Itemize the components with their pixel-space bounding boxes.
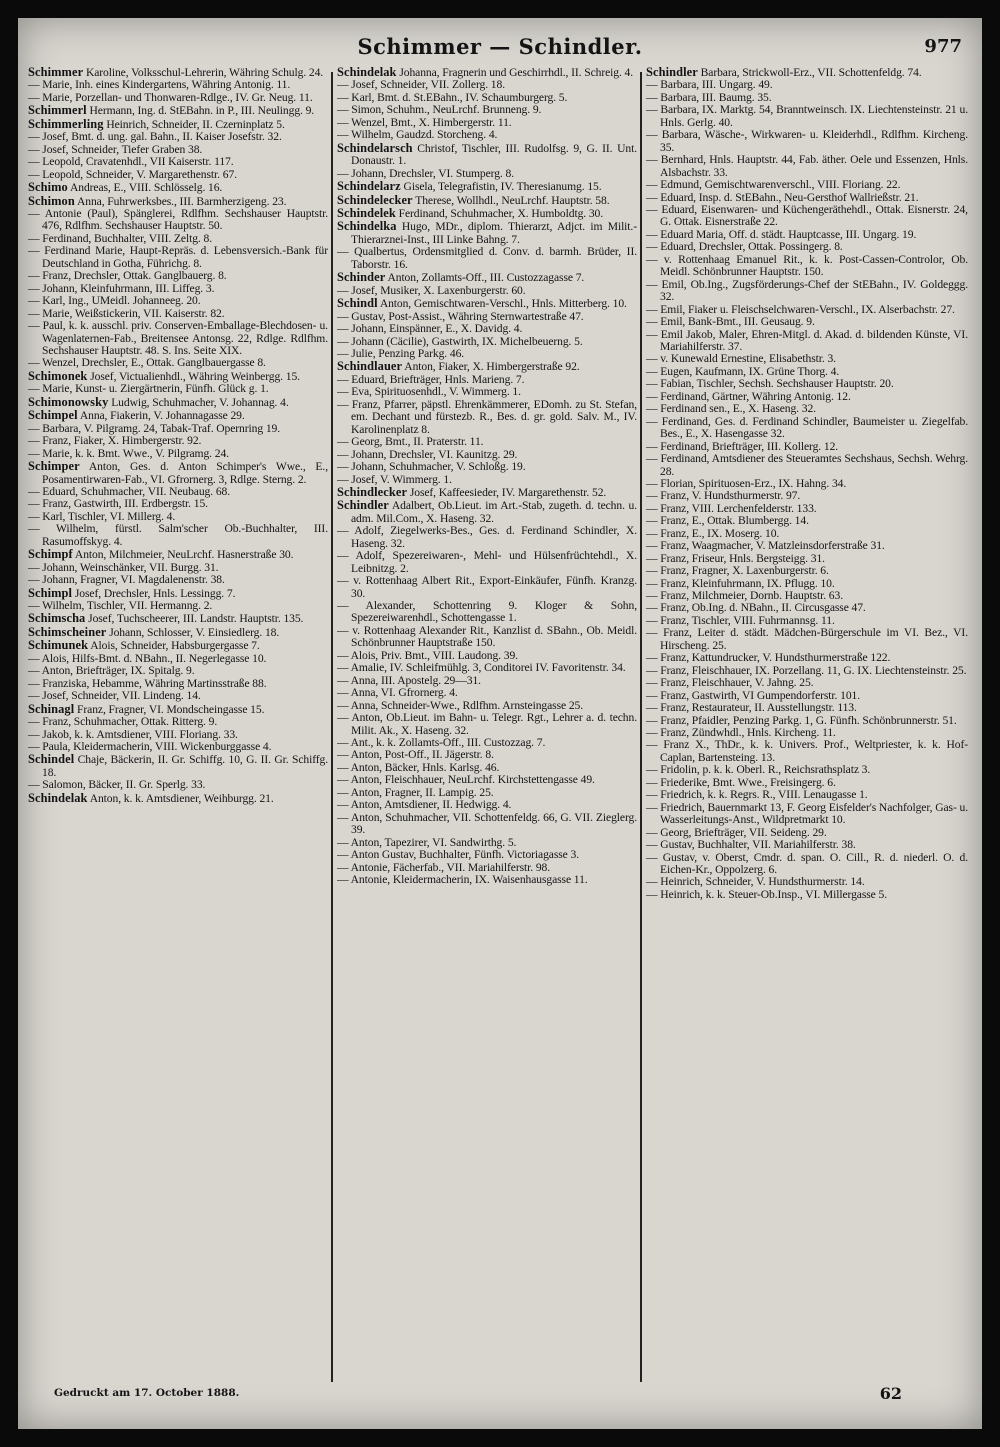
directory-entry [337, 285, 637, 297]
sheet-number: 62 [879, 1384, 902, 1403]
entry-text: Christof, Tischler, III. Rudolfsg. 9, G. II. Unt. Donaustr. 1. [351, 141, 637, 168]
page-header [18, 32, 982, 68]
entry-text: — Heinrich, Schneider, V. Hundsthurmerstr. 14. [646, 875, 865, 889]
entry-text: — Anton, Post-Off., II. Jägerstr. 8. [337, 748, 494, 762]
entry-text: — Karl, Tischler, VI. Millerg. 4. [28, 509, 176, 523]
entry-surname: Schindelak [337, 66, 397, 79]
entry-surname: Schindler [337, 498, 389, 513]
entry-surname: Schindlauer [337, 359, 403, 374]
entry-text: — Leopold, Cravatenhdl., VII Kaiserstr. 117. [28, 155, 234, 169]
entry-text: — Franz, Fleischhauer, V. Jahng. 25. [646, 676, 814, 690]
entry-text: Heinrich, Schneider, II. Czerninplatz 5. [103, 117, 285, 131]
entry-text: — Heinrich, k. k. Steuer-Ob.Insp., VI. Millergasse 5. [646, 887, 888, 901]
entry-text: Anton, Ges. d. Anton Schimper's Wwe., E., Posamentirwaren-Fab., VI. Gfrornerg. 3, Rdlge. Sterng. 2. [42, 460, 328, 486]
entry-text: — Franz, E., IX. Moserg. 10. [646, 526, 780, 540]
entry-text: Anna, Fuhrwerksbes., III. Barmherzigeng. 23. [74, 194, 287, 208]
entry-text: — Franz, Milchmeier, Dornb. Hauptstr. 63. [646, 589, 844, 603]
directory-entry [646, 416, 968, 441]
directory-entry [28, 703, 328, 716]
entry-text: — Eduard, Drechsler, Ottak. Possingerg. 8. [646, 240, 843, 254]
entry-text: — Antonie, Fächerfab., VII. Mariahilferstr. 98. [337, 860, 551, 874]
entry-text: — Franz, Tischler, VIII. Fuhrmannsg. 11. [646, 613, 835, 627]
column-divider [640, 72, 642, 1382]
entry-text: — Johann, Drechsler, VI. Kaunitzg. 29. [337, 447, 518, 461]
entry-text: — Emil, Fiaker u. Fleischselchwaren-Verschl., IX. Alserbachstr. 27. [646, 302, 955, 316]
directory-entry [337, 246, 637, 271]
entry-text: — Anton Gustav, Buchhalter, Fünfh. Victoriagasse 3. [337, 848, 580, 862]
entry-text: — Anton, Schuhmacher, VII. Schottenfeldg. 66, G. VII. Zieglerg. 39. [337, 810, 637, 837]
entry-text: — Karl, Ing., UMeidl. Johanneeg. 20. [28, 294, 201, 308]
entry-text: — Josef, Bmt. d. ung. gal. Bahn., II. Kaiser Josefstr. 32. [28, 130, 282, 144]
entry-text: — Marie, Inh. eines Kindergartens, Währing Antonig. 11. [28, 78, 291, 92]
entry-text: — Eugen, Kaufmann, IX. Grüne Thorg. 4. [646, 364, 840, 378]
entry-surname: Schimunek [28, 638, 89, 653]
entry-text: Anna, Fiakerin, V. Johannagasse 29. [77, 409, 245, 423]
directory-entry [337, 399, 637, 436]
directory-entry [337, 550, 637, 575]
entry-text: Alois, Schneider, Habsburgergasse 7. [88, 639, 260, 653]
entry-text: — v. Kunewald Ernestine, Elisabethstr. 3. [646, 352, 836, 366]
entry-text: Barbara, Strickwoll-Erz., VII. Schottenfeldg. 74. [697, 66, 922, 79]
directory-entry [646, 204, 968, 229]
entry-text: — Franz, Drechsler, Ottak. Ganglbauerg. 8. [28, 269, 227, 283]
entry-text: Josef, Tuchscheerer, III. Landstr. Hauptstr. 135. [85, 612, 304, 626]
entry-surname: Schimon [28, 193, 75, 208]
entry-surname: Schindelak [28, 790, 88, 805]
entry-text: — Franz, V. Hundsthurmerstr. 97. [646, 489, 801, 503]
entry-text: — Franz, E., Ottak. Blumbergg. 14. [646, 514, 809, 528]
entry-text: Ludwig, Schuhmacher, V. Johannag. 4. [108, 395, 289, 409]
directory-entry [646, 453, 968, 478]
entry-text: — Emil, Ob.Ing., Zugsförderungs-Chef der StEBahn., IV. Goldeggg. 32. [646, 277, 968, 304]
entry-text: — Adolf, Spezereiwaren-, Mehl- und Hülsenfrüchtehdl., X. Leibnitzg. 2. [337, 549, 637, 575]
entry-surname: Schimo [28, 180, 68, 195]
entry-surname: Schimpl [28, 585, 73, 600]
directory-entry [28, 104, 328, 117]
directory-entry [28, 320, 328, 357]
entry-surname: Schindelka [337, 219, 397, 234]
entry-text: — Franz, Waagmacher, V. Matzleinsdorferstraße 31. [646, 539, 885, 553]
entry-text: — Josef, V. Wimmerg. 1. [337, 472, 452, 486]
directory-entry [28, 612, 328, 625]
entry-surname: Schimpel [28, 408, 78, 423]
directory-entry [337, 180, 637, 193]
entry-surname: Schimmerl [28, 103, 87, 118]
entry-text: — Wenzel, Bmt., X. Himbergerstr. 11. [337, 115, 512, 129]
entry-text: — Wilhelm, Gaudzd. Storcheng. 4. [337, 128, 498, 142]
directory-entry [28, 587, 328, 600]
entry-text: — Wilhelm, fürstl. Salm'scher Ob.-Buchhalter, III. Rasumoffskyg. 4. [28, 522, 328, 548]
entry-text: — Ferdinand, Amtsdiener des Steueramtes Sechshaus, Sechsh. Wehrg. 28. [646, 452, 968, 478]
entry-surname: Schimonowsky [28, 394, 109, 409]
directory-entry [337, 220, 637, 246]
directory-entry [28, 460, 328, 486]
entry-text: — Anton, Tapezirer, VI. Sandwirthg. 5. [337, 835, 517, 849]
entry-text: Adalbert, Ob.Lieut. im Art.-Stab, zugeth. d. techn. u. adm. Mil.Com., X. Haseng. 32. [351, 499, 637, 525]
entry-text: — v. Rottenhaag Albert Rit., Export-Einkäufer, Fünfh. Kranzg. 30. [337, 574, 637, 600]
entry-surname: Schimscha [28, 611, 86, 626]
entry-text: — Franz X., ThDr., k. k. Univers. Prof., Weltpriester, k. k. Hof-Caplan, Bartensteing. 13. [646, 738, 968, 764]
entry-text: — Florian, Spirituosen-Erz., IX. Hahng. 34. [646, 476, 847, 490]
entry-text: — Anna, III. Apostelg. 29—31. [337, 673, 481, 687]
entry-text: — Gustav, Buchhalter, VII. Mariahilferstr. 38. [646, 838, 856, 852]
entry-surname: Schimonek [28, 368, 88, 383]
columns [26, 66, 974, 1388]
entry-text: — Edmund, Gemischtwarenverschl., VIII. Floriang. 22. [646, 178, 901, 192]
entry-text: Hermann, Ing. d. StEBahn. in P., III. Neulingg. 9. [86, 104, 315, 118]
entry-text: — Anton, Bäcker, Hnls. Karlsg. 46. [337, 760, 500, 774]
directory-entry [28, 626, 328, 639]
entry-text: — Anton, Fleischhauer, NeuLrchf. Kirchstettengasse 49. [337, 773, 595, 787]
entry-text: — Alois, Priv. Bmt., VIII. Laudong. 39. [337, 648, 518, 662]
entry-text: — Amalie, IV. Schleifmühlg. 3, Conditorei IV. Favoritenstr. 34. [337, 661, 626, 675]
entry-text: Josef, Victualienhdl., Währing Weinbergg. 15. [87, 369, 300, 383]
entry-text: — Franz, Restaurateur, II. Ausstellungstr. 113. [646, 701, 857, 715]
directory-entry [646, 627, 968, 652]
entry-text: — Marie, Kunst- u. Ziergärtnerin, Fünfh. Glück g. 1. [28, 382, 269, 396]
directory-entry [337, 360, 637, 373]
entry-text: — Eduard Maria, Off. d. städt. Hauptcasse, III. Ungarg. 19. [646, 227, 917, 241]
directory-entry [28, 245, 328, 270]
entry-text: — Franz, VIII. Lerchenfelderstr. 133. [646, 501, 817, 515]
entry-text: — Salomon, Bäcker, II. Gr. Sperlg. 33. [28, 778, 206, 792]
entry-surname: Schindlecker [337, 484, 408, 499]
entry-text: — Barbara, Wäsche-, Wirkwaren- u. Kleiderhdl., Rdlfhm. Kircheng. 35. [646, 128, 968, 154]
directory-entry [646, 104, 968, 129]
entry-text: — Franz, Gastwirth, III. Erdbergstr. 15. [28, 497, 208, 511]
entry-surname: Schindelarsch [337, 140, 413, 155]
directory-entry [28, 792, 328, 805]
directory-entry [337, 142, 637, 168]
entry-text: Josef, Drechsler, Hnls. Lessingg. 7. [72, 586, 236, 600]
entry-text: — Johann, Schuhmacher, V. Schloßg. 19. [337, 460, 526, 474]
entry-text: — Franz, Fragner, X. Laxenburgerstr. 6. [646, 564, 829, 578]
directory-entry [337, 712, 637, 737]
entry-text: — Gustav, v. Oberst, Cmdr. d. span. O. Cill., R. d. niederl. O. d. Eichen-Kr., Oppolzerg. 6. [646, 850, 968, 876]
directory-entry [337, 486, 637, 499]
entry-surname: Schindel [28, 752, 75, 767]
entry-text: — Emil Jakob, Maler, Ehren-Mitgl. d. Akad. d. bildenden Künste, VI. Mariahilferstr. 37. [646, 327, 968, 353]
entry-text: — Barbara, III. Baumg. 35. [646, 90, 772, 104]
entry-text: — Anton, Briefträger, IX. Spitalg. 9. [28, 664, 195, 678]
entry-text: — Johann, Kleinfuhrmann, III. Liffeg. 3. [28, 281, 215, 295]
entry-text: Chaje, Bäckerin, II. Gr. Schiffg. 10, G. II. Gr. Schiffg. 18. [42, 753, 328, 779]
entry-text: — Johann, Weinschänker, VII. Burgg. 31. [28, 560, 219, 574]
entry-text: — Franz, Schuhmacher, Ottak. Ritterg. 9. [28, 715, 218, 729]
entry-text: — Georg, Bmt., II. Praterstr. 11. [337, 435, 484, 449]
directory-entry [28, 753, 328, 779]
entry-text: — Johann, Drechsler, VI. Stumperg. 8. [337, 166, 515, 180]
entry-text: — Marie, Weißstickerin, VII. Kaiserstr. 82. [28, 306, 225, 320]
directory-entry [646, 739, 968, 764]
entry-text: Anton, Milchmeier, NeuLrchf. Hasnerstraße 30. [72, 548, 294, 562]
entry-text: — Friedrich, k. k. Regrs. R., VIII. Lenaugasse 1. [646, 788, 868, 802]
directory-entry [28, 639, 328, 652]
directory-entry [646, 802, 968, 827]
entry-text: — Friederike, Bmt. Wwe., Freisingerg. 6. [646, 775, 836, 789]
directory-entry [646, 852, 968, 877]
entry-text: Andreas, E., VIII. Schlösselg. 16. [67, 181, 223, 195]
directory-entry [337, 575, 637, 600]
directory-entry [646, 889, 968, 901]
column-3 [646, 66, 968, 1388]
directory-entry [28, 169, 328, 181]
directory-entry [337, 812, 637, 837]
directory-entry [337, 194, 637, 207]
directory-entry [646, 279, 968, 304]
entry-text: — Franziska, Hebamme, Währing Martinsstraße 88. [28, 676, 267, 690]
entry-text: Therese, Wollhdl., NeuLrchf. Hauptstr. 58. [412, 193, 610, 207]
entry-text: — Ferdinand sen., E., X. Haseng. 32. [646, 402, 816, 416]
directory-page [18, 18, 982, 1429]
entry-text: Johann, Schlosser, V. Einsiedlerg. 18. [106, 625, 280, 639]
directory-entry [337, 271, 637, 284]
entry-surname: Schimscheiner [28, 624, 107, 639]
column-1 [28, 66, 328, 1388]
entry-text: Anton, Zollamts-Off., III. Custozzagasse 7. [385, 271, 585, 285]
entry-text: — Franz, Gastwirth, VI Gumpendorferstr. 101. [646, 688, 861, 702]
entry-text: — v. Rottenhaag Emanuel Rit., k. k. Post-Cassen-Controlor, Ob. Meidl. Schönbrunner Hauptstr. 150. [646, 252, 968, 279]
entry-text: — Friedrich, Bauernmarkt 13, F. Georg Eisfelder's Nachfolger, Gas- u. Wasserleitungs-Anst., Wildpretmarkt 10. [646, 800, 968, 827]
entry-text: — Paul, k. k. ausschl. priv. Conserven-Emballage-Blechdosen- u. Wagenlaternen-Fab., Breitensee Antonsg. 22, Rdlge. Rdlfhm. Sechshauser Hauptstr. 48. S. Ins. Seite XIX. [28, 319, 328, 357]
entry-surname: Schindler [646, 66, 698, 79]
entry-text: — Paula, Kleidermacherin, VIII. Wickenburggasse 4. [28, 740, 272, 754]
directory-entry [337, 600, 637, 625]
entry-text: — Ferdinand Marie, Haupt-Repräs. d. Lebensversich.-Bank für Deutschland in Gotha, Führichg. 8. [28, 244, 328, 270]
entry-text: Anton, Fiaker, X. Himbergerstraße 92. [402, 360, 580, 374]
entry-text: — Eduard, Insp. d. StEBahn., Neu-Gersthof Wallrießstr. 21. [646, 190, 919, 204]
entry-text: — Franz, Kleinfuhrmann, IX. Pflugg. 10. [646, 576, 835, 590]
entry-text: — Ferdinand, Buchhalter, VIII. Zeltg. 8. [28, 231, 212, 245]
entry-text: — Ant., k. k. Zollamts-Off., III. Custozzag. 7. [337, 736, 546, 750]
directory-entry [28, 195, 328, 208]
entry-text: Johanna, Fragnerin und Geschirrhdl., II. Schreig. 4. [396, 66, 634, 79]
entry-text: — Franz, Pfarrer, päpstl. Ehrenkämmerer, EDomh. zu St. Stefan, em. Dechant und fürstezb. R., Bes. d. gr. gold. Salv. M., IV. Karolinenplatz 8. [337, 397, 637, 436]
directory-entry [28, 181, 328, 194]
entry-text: Anton, k. k. Amtsdiener, Weihburgg. 21. [87, 791, 274, 805]
entry-text: — Alexander, Schottenring 9. Kloger & Sohn, Spezereiwarenhdl., Schottengasse 1. [337, 599, 637, 625]
entry-text: Josef, Kaffeesieder, IV. Margarethenstr. 52. [407, 485, 607, 499]
entry-text: — Qualbertus, Ordensmitglied d. Conv. d. barmh. Brüder, II. Taborstr. 16. [337, 245, 637, 271]
entry-text: — Ferdinand, Gärtner, Währing Antonig. 12. [646, 389, 851, 403]
column-2 [337, 66, 637, 1388]
page-number: 977 [924, 36, 962, 57]
entry-text: — Eva, Spirituosenhdl., V. Wimmerg. 1. [337, 385, 521, 399]
entry-text: — Barbara, III. Ungarg. 49. [646, 78, 773, 92]
directory-entry [337, 525, 637, 550]
entry-surname: Schinder [337, 270, 386, 285]
entry-text: — Josef, Musiker, X. Laxenburgerstr. 60. [337, 283, 526, 297]
entry-text: — Fridolin, p. k. k. Oberl. R., Reichsrathsplatz 3. [646, 763, 871, 777]
entry-surname: Schindelek [337, 205, 396, 220]
entry-text: — Gustav, Post-Assist., Währing Sternwartestraße 47. [337, 309, 584, 323]
entry-text: — Alois, Hilfs-Bmt. d. NBahn., II. Negerlegasse 10. [28, 651, 267, 665]
entry-text: Ferdinand, Schuhmacher, X. Humboldtg. 30. [395, 206, 604, 220]
directory-entry [646, 329, 968, 354]
entry-text: — Anna, Schneider-Wwe., Rdlfhm. Arnsteingasse 25. [337, 698, 584, 712]
entry-text: — Anna, VI. Gfrornerg. 4. [337, 686, 458, 700]
directory-entry [28, 523, 328, 548]
directory-entry [28, 370, 328, 383]
entry-text: — Leopold, Schneider, V. Margarethenstr. 67. [28, 167, 237, 181]
entry-text: — Franz, Friseur, Hnls. Bergsteigg. 31. [646, 551, 825, 565]
entry-text: — Anton, Fragner, II. Lampig. 25. [337, 785, 494, 799]
entry-text: — Antonie (Paul), Spänglerei, Rdlfhm. Sechshauser Hauptstr. 476, Rdlfhm. Sechshauser Hauptstr. 50. [28, 206, 328, 233]
entry-text: Gisela, Telegrafistin, IV. Theresianumg. 15. [400, 180, 602, 194]
entry-text: — Marie, k. k. Bmt. Wwe., V. Pilgramg. 24. [28, 446, 229, 460]
directory-entry [28, 118, 328, 131]
entry-text: — Ferdinand, Briefträger, III. Kollerg. 12. [646, 439, 839, 453]
entry-text: — Franz, Fleischhauer, IX. Porzellang. 11, G. IX. Liechtensteinstr. 25. [646, 663, 967, 677]
entry-text: Franz, Fragner, VI. Mondscheingasse 15. [74, 702, 265, 716]
entry-surname: Schindelarz [337, 179, 401, 194]
entry-text: — Fabian, Tischler, Sechsh. Sechshauser Hauptstr. 20. [646, 377, 894, 391]
entry-text: — Anton, Ob.Lieut. im Bahn- u. Telegr. Rgt., Lehrer a. d. techn. Milit. Ak., X. Haseng. 32. [337, 711, 637, 737]
entry-text: — Wilhelm, Tischler, VII. Hermanng. 2. [28, 599, 213, 613]
entry-text: — Johann (Cäcilie), Gastwirth, IX. Michelbeuerng. 5. [337, 334, 583, 348]
directory-entry [28, 409, 328, 422]
directory-entry [337, 625, 637, 650]
page-title: Schimmer — Schindler. [357, 34, 643, 59]
entry-text: — Franz, Kattundrucker, V. Hundsthurmerstraße 122. [646, 651, 891, 665]
directory-entry [646, 254, 968, 279]
entry-text: — Franz, Fiaker, X. Himbergerstr. 92. [28, 434, 202, 448]
entry-surname: Schindelecker [337, 192, 413, 207]
directory-entry [337, 66, 637, 79]
entry-surname: Schimper [28, 459, 80, 474]
print-date: Gedruckt am 17. October 1888. [54, 1387, 240, 1399]
entry-text: — Josef, Schneider, VII. Zollerg. 18. [337, 78, 505, 92]
entry-text: — Antonie, Kleidermacherin, IX. Waisenhausgasse 11. [337, 873, 588, 886]
entry-text: — v. Rottenhaag Alexander Rit., Kanzlist d. SBahn., Ob. Meidl. Schönbrunner Hauptstraße 150. [337, 623, 637, 650]
entry-text: — Barbara, V. Pilgramg. 24, Tabak-Traf. Opernring 19. [28, 421, 281, 435]
entry-text: Anton, Gemischtwaren-Verschl., Hnls. Mitterberg. 10. [377, 297, 627, 311]
entry-text: — Eduard, Schuhmacher, VII. Neubaug. 68. [28, 484, 231, 498]
entry-surname: Schimmer [28, 66, 84, 79]
directory-entry [337, 499, 637, 525]
entry-text: — Anton, Amtsdiener, II. Hedwigg. 4. [337, 798, 512, 812]
directory-entry [28, 208, 328, 233]
entry-text: — Johann, Einspänner, E., X. Davidg. 4. [337, 322, 523, 336]
entry-text: — Julie, Penzing Parkg. 46. [337, 346, 465, 360]
entry-text: — Emil, Bank-Bmt., III. Geusaug. 9. [646, 315, 815, 329]
directory-entry [646, 154, 968, 179]
entry-surname: Schimmerling [28, 116, 104, 131]
entry-text: — Barbara, IX. Marktg. 54, Branntweinsch. IX. Liechtensteinstr. 21 u. Hnls. Gerlg. 40. [646, 103, 968, 129]
column-divider [331, 72, 333, 1382]
entry-surname: Schinagl [28, 701, 75, 716]
entry-text: — Jakob, k. k. Amtsdiener, VIII. Floriang. 33. [28, 727, 238, 741]
directory-entry [28, 574, 328, 586]
directory-entry [337, 874, 637, 886]
entry-text: — Josef, Schneider, Tiefer Graben 38. [28, 142, 203, 156]
entry-text: Karoline, Volksschul-Lehrerin, Währing Schulg. 24. [83, 66, 324, 79]
entry-text: — Franz, Ob.Ing. d. NBahn., II. Circusgasse 47. [646, 601, 866, 615]
entry-text: — Marie, Porzellan- und Thonwaren-Rdlge., IV. Gr. Neug. 11. [28, 90, 313, 104]
entry-text: — Simon, Schuhm., NeuLrchf. Brunneng. 9. [337, 103, 542, 117]
entry-text: — Ferdinand, Ges. d. Ferdinand Schindler, Baumeister u. Ziegelfab. Bes., E., X. Hasengasse 32. [646, 414, 968, 441]
entry-text: — Bernhard, Hnls. Hauptstr. 44, Fab. äther. Oele und Essenzen, Hnls. Alsbachstr. 33. [646, 153, 968, 179]
directory-entry [28, 66, 328, 79]
directory-entry [28, 396, 328, 409]
entry-text: — Johann, Fragner, VI. Magdalenenstr. 38. [28, 573, 225, 587]
entry-text: — Franz, Pfaidler, Penzing Parkg. 1, G. Fünfh. Schönbrunnerstr. 51. [646, 713, 957, 727]
directory-entry [28, 548, 328, 561]
directory-entry [337, 207, 637, 220]
entry-text: — Franz, Zündwhdl., Hnls. Kircheng. 11. [646, 726, 836, 740]
entry-text: — Josef, Schneider, VII. Lindeng. 14. [28, 689, 201, 703]
entry-text: — Eduard, Eisenwaren- und Küchengeräthehdl., Ottak. Eisnerstr. 24, G. Ottak. Eisnerstraße 22. [646, 202, 968, 229]
entry-text: — Georg, Briefträger, VII. Seideng. 29. [646, 825, 827, 839]
entry-text: — Wenzel, Drechsler, E., Ottak. Ganglbauergasse 8. [28, 356, 266, 370]
entry-text: — Karl, Bmt. d. St.EBahn., IV. Schaumburgerg. 5. [337, 90, 568, 104]
directory-entry [646, 129, 968, 154]
entry-surname: Schindl [337, 296, 378, 311]
entry-surname: Schimpf [28, 547, 73, 562]
entry-text: Hugo, MDr., diplom. Thierarzt, Adjct. im Milit.-Thierarznei-Inst., III Linke Bahng. 7. [351, 220, 637, 246]
entry-text: — Franz, Leiter d. städt. Mädchen-Bürgerschule im VI. Bez., VI. Hirscheng. 25. [646, 626, 968, 652]
directory-entry [337, 297, 637, 310]
entry-text: — Adolf, Ziegelwerks-Bes., Ges. d. Ferdinand Schindler, X. Haseng. 32. [337, 524, 637, 550]
entry-text: — Eduard, Briefträger, Hnls. Marieng. 7. [337, 372, 525, 386]
directory-entry [646, 66, 968, 79]
